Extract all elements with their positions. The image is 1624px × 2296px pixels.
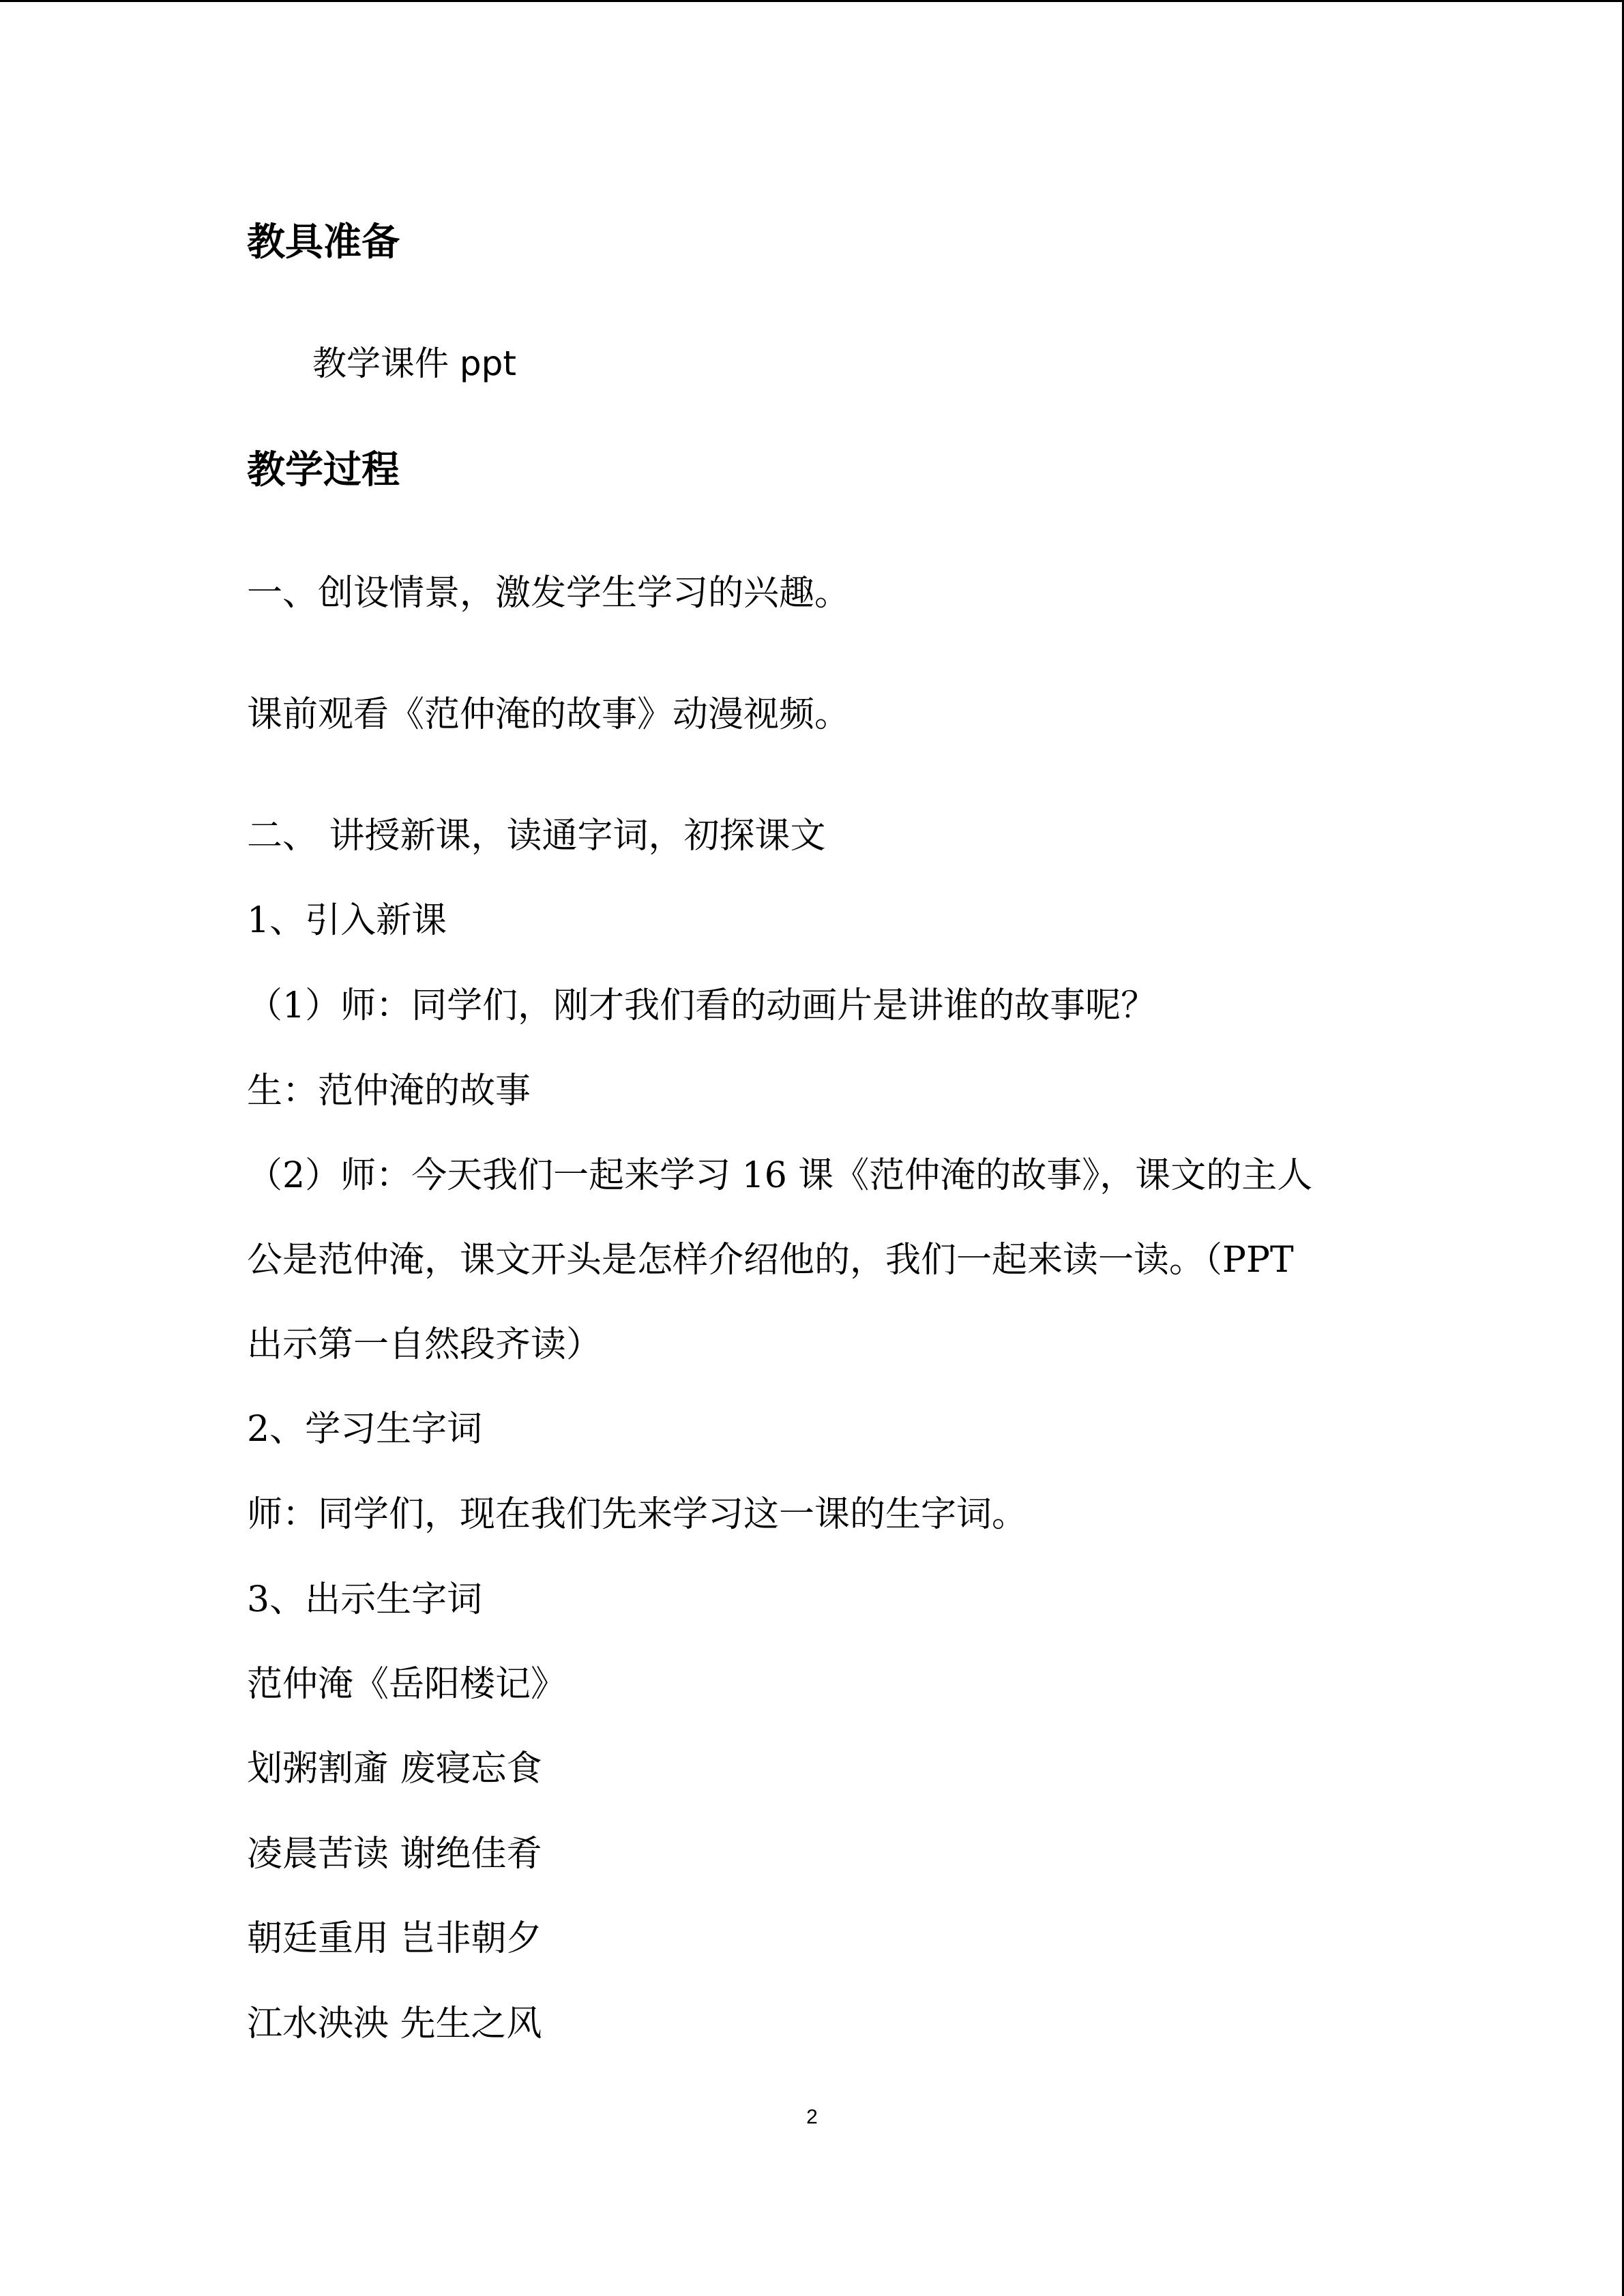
paragraph-line: 二、 讲授新课，读通字词，初探课文 <box>247 816 826 856</box>
paragraph-line: 2、学习生字词 <box>247 1409 483 1450</box>
paragraph-line: （1）师：同学们，刚才我们看的动画片是讲谁的故事呢？ <box>247 985 1157 1026</box>
heading-teaching-materials: 教具准备 <box>247 220 400 265</box>
paragraph-line: 生：范仲淹的故事 <box>247 1071 531 1112</box>
vocab-line: 江水泱泱 先生之风 <box>247 2003 542 2044</box>
paragraph-line: 1、引入新课 <box>247 900 447 941</box>
paragraph-line: 师：同学们，现在我们先来学习这一课的生字词。 <box>247 1494 1028 1535</box>
vocab-line: 划粥割齑 废寝忘食 <box>247 1748 542 1789</box>
paragraph-line: 公是范仲淹，课文开头是怎样介绍他的，我们一起来读一读。（PPT <box>247 1240 1294 1281</box>
materials-text: 教学课件 ppt <box>312 344 516 383</box>
vocab-line: 范仲淹《岳阳楼记》 <box>247 1664 567 1705</box>
paragraph-line: 一、创设情景，激发学生学习的兴趣。 <box>247 573 851 614</box>
vocab-line: 朝廷重用 岂非朝夕 <box>247 1918 542 1959</box>
vocab-line: 凌晨苦读 谢绝佳肴 <box>247 1834 542 1875</box>
paragraph-line: 3、出示生字词 <box>247 1579 483 1620</box>
page-number: 2 <box>806 2106 818 2128</box>
heading-teaching-process: 教学过程 <box>247 448 400 492</box>
paragraph-line: 课前观看《范仲淹的故事》动漫视频。 <box>247 694 851 735</box>
paragraph-line: （2）师：今天我们一起来学习 16 课《范仲淹的故事》，课文的主人 <box>247 1155 1313 1196</box>
paragraph-line: 出示第一自然段齐读） <box>247 1324 602 1365</box>
